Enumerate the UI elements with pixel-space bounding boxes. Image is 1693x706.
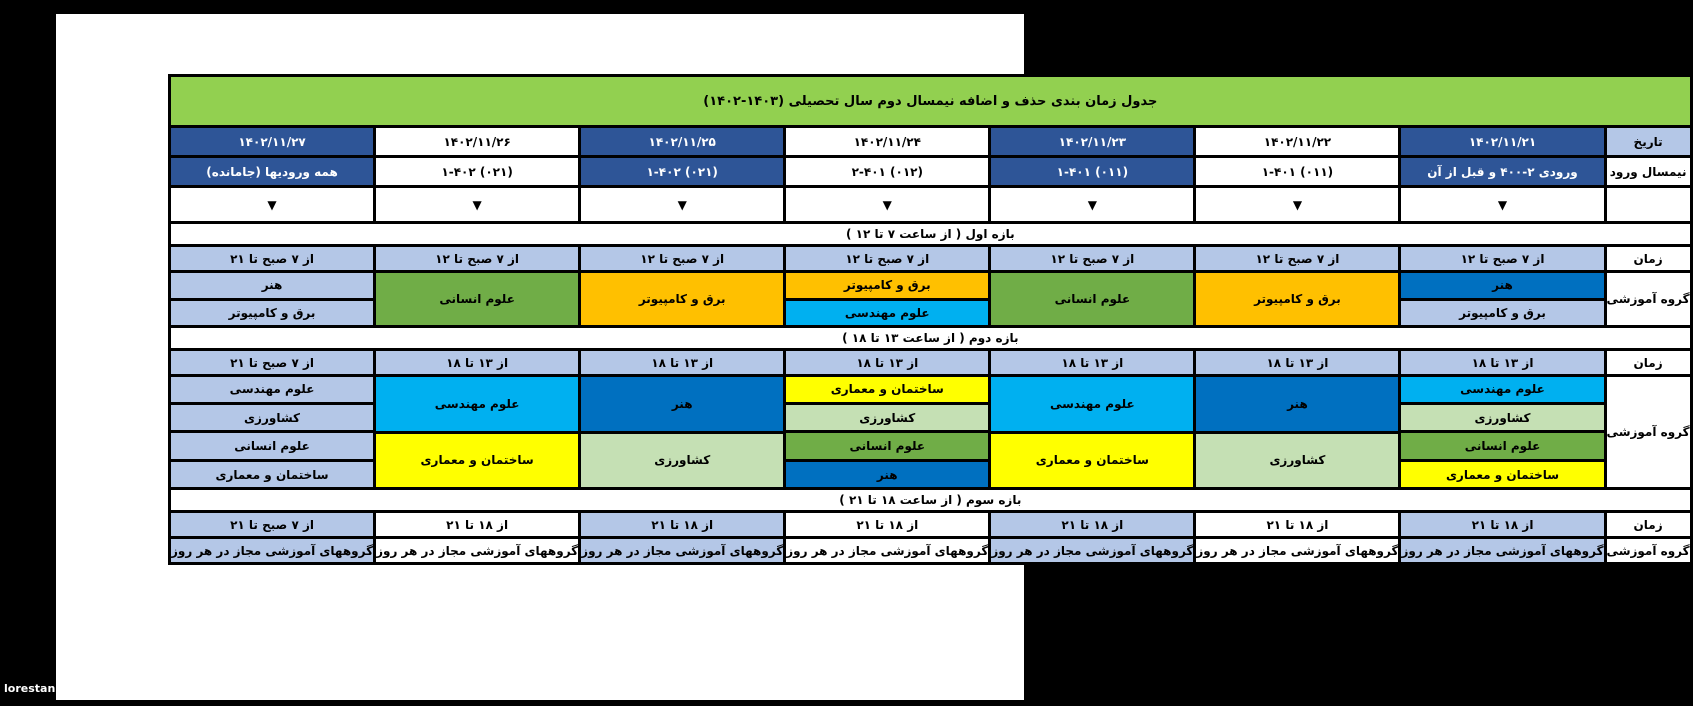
group-cell	[1400, 272, 1605, 327]
group-cell	[1400, 376, 1605, 489]
table-title: جدول زمان بندی حذف و اضافه نیمسال دوم سال تحصیلی (۱۴۰۳-۱۴۰۲)	[170, 76, 1692, 127]
time-cell: از ۱۸ تا ۲۱	[990, 512, 1195, 538]
time-cell: از ۷ صبح تا ۱۲	[375, 246, 580, 272]
band-third-heading: بازه سوم ( از ساعت ۱۸ تا ۲۱ )	[170, 489, 1692, 512]
label-time: زمان	[1605, 512, 1691, 538]
arrow-down-icon: ▼	[785, 187, 990, 223]
group-item: کشاورزی	[581, 432, 783, 487]
group-item: هنر	[581, 377, 783, 432]
time-cell: از ۷ صبح تا ۲۱	[170, 512, 375, 538]
term-cell: ورودی ۲-۴۰۰ و قبل از آن	[1400, 157, 1605, 187]
band-first-heading: بازه اول ( از ساعت ۷ تا ۱۲ )	[170, 223, 1692, 246]
group-cell: برق و کامپیوتر	[580, 272, 785, 327]
group-cell	[785, 376, 990, 489]
time-cell: از ۷ صبح تا ۲۱	[170, 246, 375, 272]
arrow-down-icon: ▼	[580, 187, 785, 223]
arrow-down-icon: ▼	[375, 187, 580, 223]
group-cell: علوم انسانی	[990, 272, 1195, 327]
time-cell: از ۱۸ تا ۲۱	[785, 512, 990, 538]
time-cell: از ۱۳ تا ۱۸	[1195, 350, 1400, 376]
group-item: ساختمان و معماری	[171, 461, 373, 487]
time-cell: از ۷ صبح تا ۱۲	[1400, 246, 1605, 272]
time-cell: از ۷ صبح تا ۱۲	[785, 246, 990, 272]
group-cell	[1195, 376, 1400, 489]
group-cell: گروههای آموزشی مجاز در هر روز	[990, 538, 1195, 564]
time-cell: از ۱۸ تا ۲۱	[580, 512, 785, 538]
time-cell: از ۱۸ تا ۲۱	[375, 512, 580, 538]
group-item: برق و کامپیوتر	[171, 299, 373, 325]
group-item: هنر	[786, 461, 988, 487]
group-cell	[580, 376, 785, 489]
group-cell: علوم انسانی	[375, 272, 580, 327]
term-cell: (۰۱۱) ۱-۴۰۱	[1195, 157, 1400, 187]
group-item: علوم مهندسی	[786, 299, 988, 325]
group-item: ساختمان و معماری	[991, 432, 1193, 487]
group-item: علوم انسانی	[171, 432, 373, 461]
arrow-spacer	[1605, 187, 1691, 223]
group-cell: گروههای آموزشی مجاز در هر روز	[785, 538, 990, 564]
group-item: ساختمان و معماری	[376, 432, 578, 487]
time-cell: از ۷ صبح تا ۱۲	[580, 246, 785, 272]
group-cell: گروههای آموزشی مجاز در هر روز	[1195, 538, 1400, 564]
group-item: ساختمان و معماری	[1401, 461, 1603, 487]
group-item: علوم انسانی	[786, 432, 988, 461]
term-cell: همه ورودیها (جامانده)	[170, 157, 375, 187]
time-cell: از ۱۸ تا ۲۱	[1195, 512, 1400, 538]
label-time: زمان	[1605, 246, 1691, 272]
date-cell: ۱۴۰۲/۱۱/۲۳	[990, 127, 1195, 157]
term-cell: (۰۲۱) ۱-۴۰۲	[580, 157, 785, 187]
group-item: علوم مهندسی	[1401, 377, 1603, 403]
label-group: گروه آموزشی	[1605, 376, 1691, 489]
arrow-down-icon: ▼	[990, 187, 1195, 223]
time-cell: از ۷ صبح تا ۲۱	[170, 350, 375, 376]
date-cell: ۱۴۰۲/۱۱/۲۵	[580, 127, 785, 157]
term-cell: (۰۱۱) ۱-۴۰۱	[990, 157, 1195, 187]
group-item: ساختمان و معماری	[786, 377, 988, 403]
time-cell: از ۱۳ تا ۱۸	[375, 350, 580, 376]
time-cell: از ۱۳ تا ۱۸	[785, 350, 990, 376]
date-cell: ۱۴۰۲/۱۱/۲۲	[1195, 127, 1400, 157]
term-cell: (۰۲۱) ۱-۴۰۲	[375, 157, 580, 187]
group-item: هنر	[1196, 377, 1398, 432]
arrow-down-icon: ▼	[1400, 187, 1605, 223]
label-date: تاریخ	[1605, 127, 1691, 157]
term-cell: (۰۱۲) ۲-۴۰۱	[785, 157, 990, 187]
group-item: کشاورزی	[171, 403, 373, 432]
band-second-heading: بازه دوم ( از ساعت ۱۳ تا ۱۸ )	[170, 327, 1692, 350]
group-cell: گروههای آموزشی مجاز در هر روز	[1400, 538, 1605, 564]
group-cell	[785, 272, 990, 327]
group-item: علوم مهندسی	[991, 377, 1193, 432]
group-cell	[170, 376, 375, 489]
group-item: برق و کامپیوتر	[1401, 299, 1603, 325]
time-cell: از ۷ صبح تا ۱۲	[990, 246, 1195, 272]
date-cell: ۱۴۰۲/۱۱/۲۷	[170, 127, 375, 157]
time-cell: از ۱۳ تا ۱۸	[990, 350, 1195, 376]
schedule-table	[168, 74, 1693, 565]
arrow-down-icon: ▼	[1195, 187, 1400, 223]
label-group: گروه آموزشی	[1605, 272, 1691, 327]
group-cell	[990, 376, 1195, 489]
group-cell: گروههای آموزشی مجاز در هر روز	[375, 538, 580, 564]
date-cell: ۱۴۰۲/۱۱/۲۱	[1400, 127, 1605, 157]
group-item: هنر	[1401, 273, 1603, 299]
group-item: برق و کامپیوتر	[786, 273, 988, 299]
label-time: زمان	[1605, 350, 1691, 376]
site-watermark: lorestan.tvu.ac.ir	[4, 682, 112, 695]
group-item: کشاورزی	[1196, 432, 1398, 487]
group-cell: گروههای آموزشی مجاز در هر روز	[580, 538, 785, 564]
label-term: نیمسال ورود	[1605, 157, 1691, 187]
time-cell: از ۷ صبح تا ۱۲	[1195, 246, 1400, 272]
date-cell: ۱۴۰۲/۱۱/۲۶	[375, 127, 580, 157]
label-group: گروه آموزشی	[1605, 538, 1691, 564]
group-item: علوم مهندسی	[376, 377, 578, 432]
time-cell: از ۱۳ تا ۱۸	[580, 350, 785, 376]
group-cell: برق و کامپیوتر	[1195, 272, 1400, 327]
group-cell	[375, 376, 580, 489]
group-cell	[170, 272, 375, 327]
time-cell: از ۱۸ تا ۲۱	[1400, 512, 1605, 538]
time-cell: از ۱۳ تا ۱۸	[1400, 350, 1605, 376]
group-item: کشاورزی	[1401, 403, 1603, 432]
group-item: هنر	[171, 273, 373, 299]
date-cell: ۱۴۰۲/۱۱/۲۴	[785, 127, 990, 157]
group-item: علوم مهندسی	[171, 377, 373, 403]
group-item: کشاورزی	[786, 403, 988, 432]
arrow-down-icon: ▼	[170, 187, 375, 223]
group-item: علوم انسانی	[1401, 432, 1603, 461]
group-cell: گروههای آموزشی مجاز در هر روز	[170, 538, 375, 564]
